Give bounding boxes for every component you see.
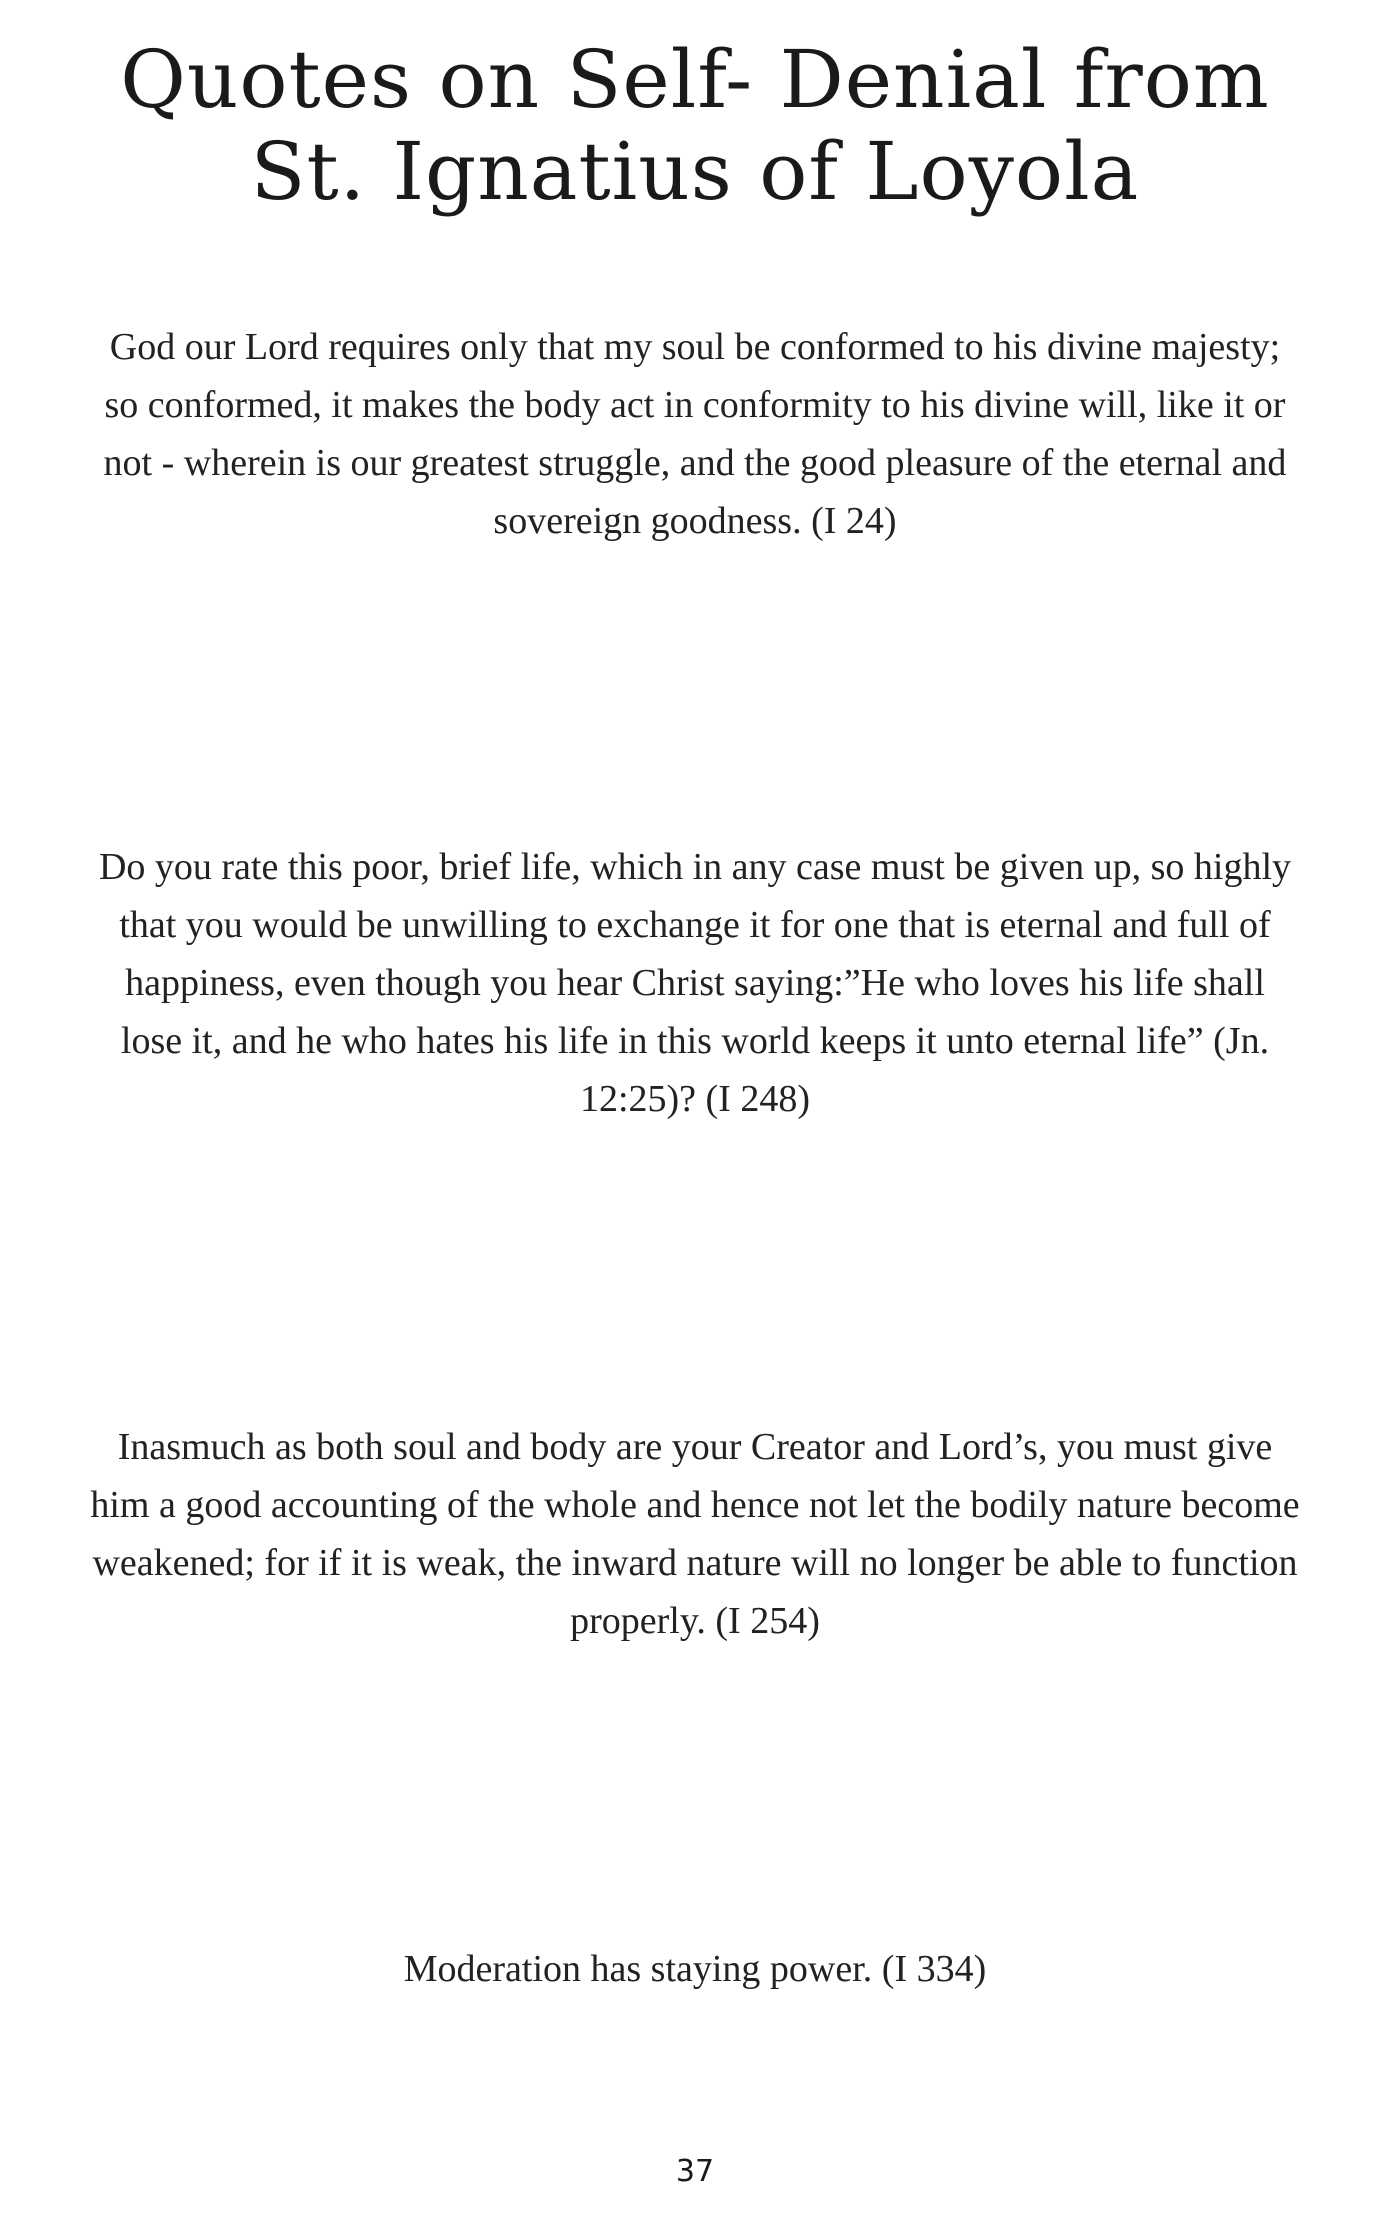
quote-1: God our Lord requires only that my soul be conformed to his divine majesty; so conformed, it makes the body act in conformity to his divine will, like it or not - wherein is our greatest struggle, and the good pleasure of the eternal and sovereign goodness. (I 24) (103, 326, 1287, 542)
page-number: 37 (675, 2154, 715, 2189)
quote-3: Inasmuch as both soul and body are your Creator and Lord’s, you must give him a good accounting of the whole and hence not let the bodily nature become weakened; for if it is weak, the inward nature will no longer be able to function properly. (I 254) (90, 1426, 1300, 1642)
page-title (0, 34, 1390, 218)
page-title-line-2: St. Ignatius of Loyola (250, 125, 1140, 218)
page-title-line-1: Quotes on Self- Denial from (120, 33, 1270, 126)
quote-4: Moderation has staying power. (I 334) (403, 1948, 987, 1990)
quote-2: Do you rate this poor, brief life, which in any case must be given up, so highly that you would be unwilling to exchange it for one that is eternal and full of happiness, even though you hear Christ saying:”He who loves his life shall lose it, and he who hates his life in this world keeps it unto eternal life” (Jn. 12:25)? (I 248) (98, 846, 1292, 1120)
